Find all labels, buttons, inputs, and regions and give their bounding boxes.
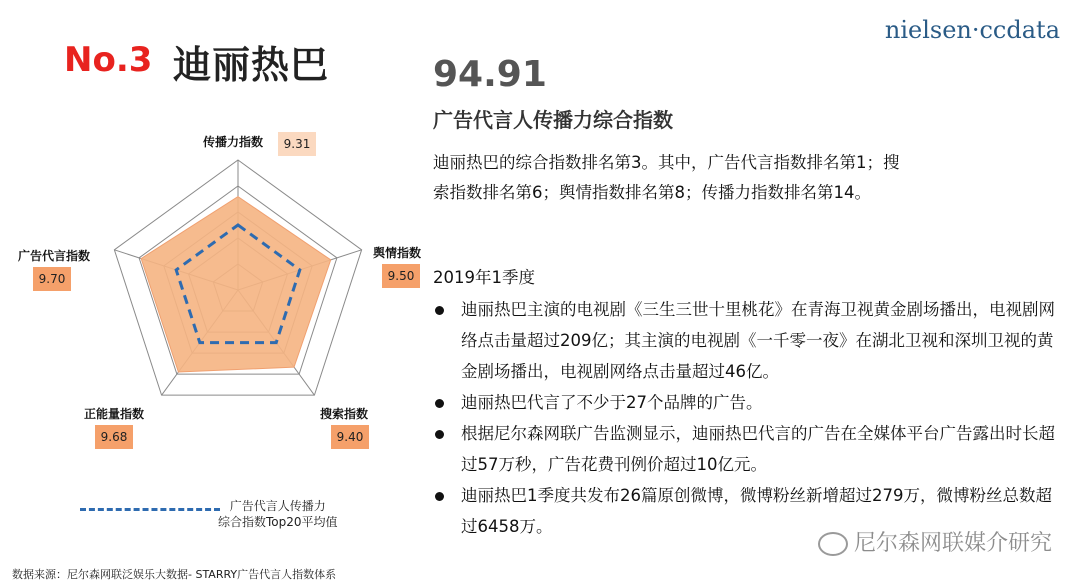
celebrity-name: 迪丽热巴 [173,43,330,87]
legend-line1: 广告代言人传播力 [229,499,326,513]
bullet-icon [435,306,444,315]
radar-axis-label: 舆情指数 [373,246,422,260]
legend-dashed-line [80,508,220,511]
list-item-text: 迪丽热巴代言了不少于27个品牌的广告。 [461,393,763,412]
list-item-text: 迪丽热巴主演的电视剧《三生三世十里桃花》在青海卫视黄金剧场播出，电视剧网络点击量超过209亿；其主演的电视剧《一千零一夜》在湖北卫视和深圳卫视的黄金剧场播出，电视剧网络点击量超过46亿。 [461,300,1055,381]
radar-value-label: 9.31 [278,132,316,156]
list-item-text: 迪丽热巴1季度共发布26篇原创微博，微博粉丝新增超过279万，微博粉丝总数超过6458万。 [461,486,1052,536]
radar-value-label: 9.68 [95,425,133,449]
radar-value-label: 9.40 [331,425,369,449]
summary-paragraph: 迪丽热巴的综合指数排名第3。其中，广告代言指数排名第1；搜索指数排名第6；舆情指数排名第8；传播力指数排名第14。 [433,153,900,202]
legend-text [218,498,338,530]
watermark-text: 尼尔森网联媒介研究 [853,531,1052,556]
highlights-list [433,294,1063,542]
radar-axis-label: 搜索指数 [320,407,369,421]
list-item [433,418,1063,480]
list-item [433,387,1063,418]
rank-label: No.3 [64,40,153,80]
celebrity-series-area [141,197,331,372]
wechat-icon [818,532,848,556]
composite-score: 94.91 [433,54,547,95]
wechat-watermark [818,526,1052,557]
data-source-note: 数据来源：尼尔森网联泛娱乐大数据- STARRY广告代言人指数体系 [12,568,337,581]
period-label: 2019年1季度 [433,268,535,287]
bullet-icon [435,399,444,408]
radar-axis-label: 正能量指数 [84,407,145,421]
bullet-icon [435,430,444,439]
nielsen-ccdata-logo: nielsen·ccdata [884,16,1060,44]
list-item-text: 根据尼尔森网联广告监测显示，迪丽热巴代言的广告在全媒体平台广告露出时长超过57万秒，广告花费刊例价超过10亿元。 [461,424,1055,474]
score-subtitle: 广告代言人传播力综合指数 [433,108,673,132]
radar-value-label: 9.70 [33,267,71,291]
legend-line2: 综合指数Top20平均值 [218,515,338,529]
bullet-icon [435,492,444,501]
radar-value-label: 9.50 [382,264,420,288]
radar-axis-label: 广告代言指数 [18,249,91,263]
list-item [433,294,1063,387]
radar-axis-label: 传播力指数 [203,135,264,149]
